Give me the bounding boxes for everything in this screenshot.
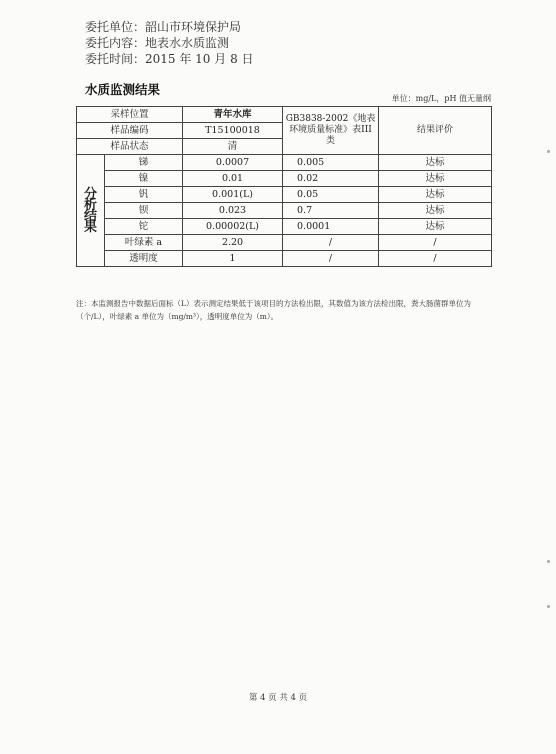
label-sampling-location: 采样位置 [77,107,183,123]
param-cell: 透明度 [105,251,183,267]
standard-cell: 0.7 [283,203,379,219]
section-title: 水质监测结果 [85,82,161,97]
param-cell: 叶绿素 a [105,235,183,251]
time-line: 委托时间：2015 年 10 月 8 日 [85,52,254,66]
value-cell: 0.0007 [183,155,283,171]
results-table [76,106,492,267]
standard-header: GB3838-2002《地表环境质量标准》表III类 [283,107,379,155]
content-line: 委托内容：地表水水质监测 [85,36,230,50]
table-row [77,155,492,171]
eval-cell: 达标 [379,219,492,235]
standard-cell: 0.0001 [283,219,379,235]
unit-note: 单位：mg/L，pH 值无量纲 [391,94,491,103]
param-cell: 锑 [105,155,183,171]
table-row [77,251,492,267]
scan-speck [547,150,550,153]
standard-cell: 0.005 [283,155,379,171]
value-cell: 0.023 [183,203,283,219]
client-line: 委托单位：韶山市环境保护局 [85,20,242,34]
evaluation-header: 结果评价 [379,107,492,155]
page-number: 第 4 页 共 4 页 [248,693,308,703]
site-code: T15100018 [183,123,283,139]
table-row [77,235,492,251]
table-row [77,171,492,187]
param-cell: 镍 [105,171,183,187]
value-cell: 0.01 [183,171,283,187]
param-cell: 钡 [105,203,183,219]
value-cell: 1 [183,251,283,267]
table-row [77,187,492,203]
footnote: 注：本监测报告中数据后面标（L）表示测定结果低于该项目的方法检出限，其数值为该方法检出限，粪大肠菌群单位为（个/L），叶绿素 a 单位为（mg/m³），透明度单位为（m）。 [76,299,471,321]
param-cell: 铊 [105,219,183,235]
analysis-group-label: 分析结果 [77,155,105,267]
value-cell: 0.00002(L) [183,219,283,235]
site-location: 青年水库 [183,107,283,123]
standard-cell: 0.05 [283,187,379,203]
eval-cell: 达标 [379,187,492,203]
scan-speck [547,560,550,563]
standard-cell: / [283,251,379,267]
eval-cell: 达标 [379,155,492,171]
eval-cell: 达标 [379,171,492,187]
scan-speck [547,605,550,608]
table-row [77,203,492,219]
table-row [77,107,492,123]
standard-cell: 0.02 [283,171,379,187]
label-sample-state: 样品状态 [77,139,183,155]
eval-cell: 达标 [379,203,492,219]
eval-cell: / [379,235,492,251]
eval-cell: / [379,251,492,267]
standard-cell: / [283,235,379,251]
site-state: 清 [183,139,283,155]
param-cell: 钒 [105,187,183,203]
label-sample-code: 样品编码 [77,123,183,139]
table-row [77,219,492,235]
value-cell: 2.20 [183,235,283,251]
value-cell: 0.001(L) [183,187,283,203]
